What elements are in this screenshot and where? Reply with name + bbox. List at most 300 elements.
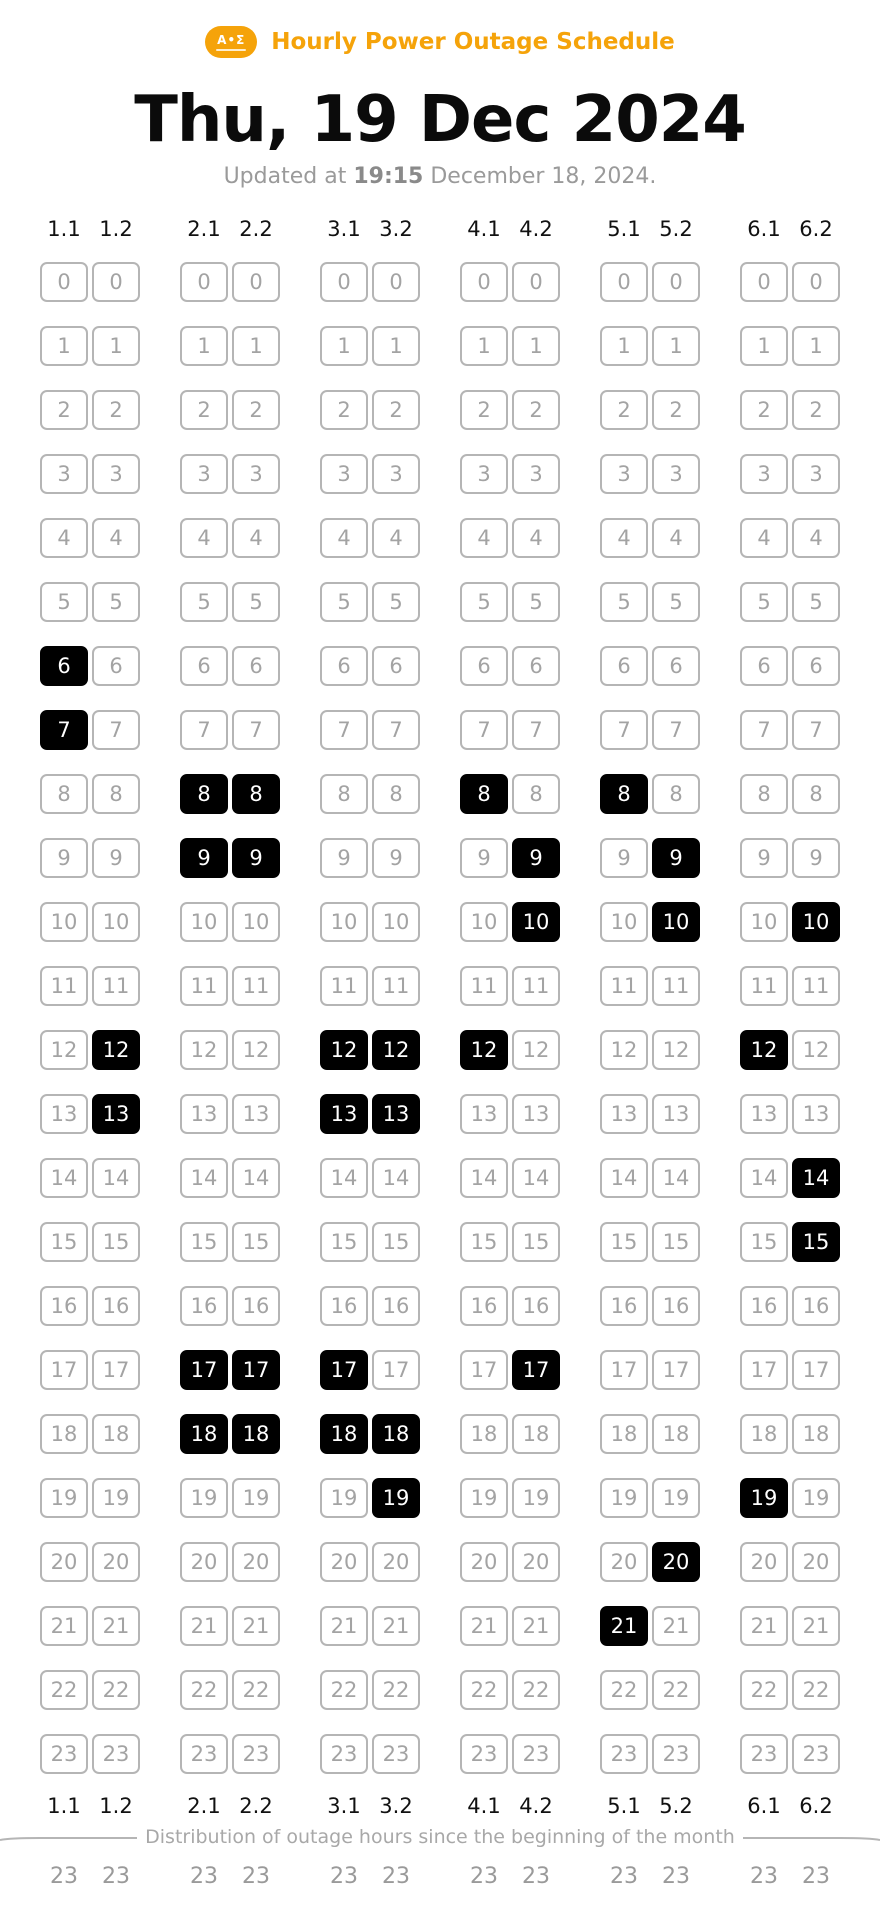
hour-cell[interactable]: 16 <box>320 1286 368 1326</box>
hour-cell[interactable]: 23 <box>40 1734 88 1774</box>
hour-cell[interactable]: 4 <box>460 518 508 558</box>
hour-cell[interactable]: 17 <box>512 1350 560 1390</box>
hour-cell[interactable]: 4 <box>372 518 420 558</box>
hour-cell[interactable]: 12 <box>92 1030 140 1070</box>
hour-cell[interactable]: 20 <box>92 1542 140 1582</box>
hour-cell[interactable]: 5 <box>652 582 700 622</box>
hour-cell[interactable]: 10 <box>600 902 648 942</box>
hour-cell[interactable]: 20 <box>600 1542 648 1582</box>
hour-cell[interactable]: 17 <box>740 1350 788 1390</box>
hour-cell[interactable]: 14 <box>320 1158 368 1198</box>
hour-cell[interactable]: 20 <box>460 1542 508 1582</box>
hour-cell[interactable]: 17 <box>92 1350 140 1390</box>
hour-cell[interactable]: 11 <box>512 966 560 1006</box>
hour-cell[interactable]: 10 <box>92 902 140 942</box>
hour-cell[interactable]: 1 <box>460 326 508 366</box>
hour-cell[interactable]: 23 <box>792 1734 840 1774</box>
group-label-bottom: 6.2 <box>799 1794 833 1818</box>
hour-cell[interactable]: 21 <box>740 1606 788 1646</box>
hour-cell[interactable]: 11 <box>460 966 508 1006</box>
hour-cell[interactable]: 14 <box>512 1158 560 1198</box>
hour-cell[interactable]: 7 <box>40 710 88 750</box>
hour-cell[interactable]: 22 <box>652 1670 700 1710</box>
hour-cell[interactable]: 3 <box>92 454 140 494</box>
hour-cell[interactable]: 11 <box>92 966 140 1006</box>
hour-cell[interactable]: 23 <box>652 1734 700 1774</box>
hour-cell[interactable]: 11 <box>180 966 228 1006</box>
hour-cell[interactable]: 20 <box>180 1542 228 1582</box>
hour-cell[interactable]: 23 <box>180 1734 228 1774</box>
hour-cell[interactable]: 3 <box>740 454 788 494</box>
hour-cell[interactable]: 0 <box>180 262 228 302</box>
hour-cell[interactable]: 1 <box>92 326 140 366</box>
hour-cell[interactable]: 5 <box>92 582 140 622</box>
hour-cell[interactable]: 21 <box>40 1606 88 1646</box>
hour-cell[interactable]: 8 <box>460 774 508 814</box>
hour-cell[interactable]: 10 <box>512 902 560 942</box>
hour-cell[interactable]: 13 <box>460 1094 508 1134</box>
hour-cell[interactable]: 23 <box>232 1734 280 1774</box>
hour-cell[interactable]: 17 <box>652 1350 700 1390</box>
hour-cell[interactable]: 12 <box>372 1030 420 1070</box>
hour-cell[interactable]: 16 <box>180 1286 228 1326</box>
hour-cell[interactable]: 22 <box>792 1670 840 1710</box>
hour-cell[interactable]: 18 <box>232 1414 280 1454</box>
hour-cell[interactable]: 8 <box>652 774 700 814</box>
hour-cell[interactable]: 0 <box>600 262 648 302</box>
hour-cell[interactable]: 6 <box>460 646 508 686</box>
hour-cell[interactable]: 8 <box>92 774 140 814</box>
hour-cell[interactable]: 18 <box>740 1414 788 1454</box>
hour-cell[interactable]: 11 <box>372 966 420 1006</box>
hour-cell[interactable]: 11 <box>40 966 88 1006</box>
hour-cell[interactable]: 4 <box>792 518 840 558</box>
hour-cell[interactable]: 22 <box>512 1670 560 1710</box>
hour-cell[interactable]: 15 <box>600 1222 648 1262</box>
hour-cell[interactable]: 1 <box>232 326 280 366</box>
hour-cell[interactable]: 17 <box>460 1350 508 1390</box>
hour-cell[interactable]: 9 <box>40 838 88 878</box>
hour-cell[interactable]: 18 <box>40 1414 88 1454</box>
hour-cell[interactable]: 4 <box>92 518 140 558</box>
hour-cell[interactable]: 8 <box>40 774 88 814</box>
hour-cell[interactable]: 2 <box>652 390 700 430</box>
hour-cell[interactable]: 1 <box>320 326 368 366</box>
hour-cell[interactable]: 0 <box>740 262 788 302</box>
hour-cell[interactable]: 3 <box>320 454 368 494</box>
hour-cell[interactable]: 16 <box>652 1286 700 1326</box>
hour-cell[interactable]: 12 <box>460 1030 508 1070</box>
hour-cell[interactable]: 23 <box>320 1734 368 1774</box>
hour-cell[interactable]: 6 <box>232 646 280 686</box>
hour-cell[interactable]: 17 <box>320 1350 368 1390</box>
hour-cell[interactable]: 9 <box>512 838 560 878</box>
hour-cell[interactable]: 11 <box>320 966 368 1006</box>
hour-cell[interactable]: 11 <box>232 966 280 1006</box>
hour-cell[interactable]: 2 <box>92 390 140 430</box>
hour-cell[interactable]: 7 <box>512 710 560 750</box>
hour-cell[interactable]: 13 <box>792 1094 840 1134</box>
hour-cell[interactable]: 19 <box>792 1478 840 1518</box>
hour-cell[interactable]: 0 <box>40 262 88 302</box>
hour-cell[interactable]: 6 <box>180 646 228 686</box>
hour-cell[interactable]: 5 <box>40 582 88 622</box>
hour-cell[interactable]: 15 <box>232 1222 280 1262</box>
hour-cell[interactable]: 8 <box>740 774 788 814</box>
hour-cell[interactable]: 8 <box>512 774 560 814</box>
hour-cell[interactable]: 4 <box>512 518 560 558</box>
hour-cell[interactable]: 23 <box>460 1734 508 1774</box>
group-label-top: 5.2 <box>659 217 693 241</box>
hour-cell[interactable]: 0 <box>792 262 840 302</box>
hour-cell[interactable]: 5 <box>320 582 368 622</box>
hour-cell[interactable]: 18 <box>792 1414 840 1454</box>
hour-cell[interactable]: 20 <box>40 1542 88 1582</box>
hour-cell[interactable]: 6 <box>740 646 788 686</box>
hour-cell[interactable]: 11 <box>652 966 700 1006</box>
hour-cell[interactable]: 16 <box>460 1286 508 1326</box>
hour-cell[interactable]: 15 <box>180 1222 228 1262</box>
hour-cell[interactable]: 3 <box>652 454 700 494</box>
hour-cell[interactable]: 20 <box>232 1542 280 1582</box>
hour-cell[interactable]: 17 <box>232 1350 280 1390</box>
hour-cell[interactable]: 9 <box>600 838 648 878</box>
hour-cell[interactable]: 7 <box>180 710 228 750</box>
hour-cell[interactable]: 1 <box>740 326 788 366</box>
hour-cell[interactable]: 4 <box>40 518 88 558</box>
hour-cell[interactable]: 14 <box>372 1158 420 1198</box>
hour-cell[interactable]: 16 <box>232 1286 280 1326</box>
hour-cell[interactable]: 19 <box>232 1478 280 1518</box>
hour-cell[interactable]: 0 <box>92 262 140 302</box>
hour-cell[interactable]: 12 <box>512 1030 560 1070</box>
hour-cell[interactable]: 1 <box>652 326 700 366</box>
outage-total: 23 <box>750 1864 778 1889</box>
hour-cell[interactable]: 16 <box>92 1286 140 1326</box>
hour-cell[interactable]: 5 <box>512 582 560 622</box>
hour-cell[interactable]: 7 <box>600 710 648 750</box>
hour-cell[interactable]: 4 <box>652 518 700 558</box>
hour-cell[interactable]: 2 <box>460 390 508 430</box>
hour-cell[interactable]: 6 <box>600 646 648 686</box>
hour-cell[interactable]: 1 <box>512 326 560 366</box>
hour-cell[interactable]: 3 <box>372 454 420 494</box>
hour-cell[interactable]: 8 <box>792 774 840 814</box>
hour-cell[interactable]: 5 <box>600 582 648 622</box>
hour-cell[interactable]: 14 <box>232 1158 280 1198</box>
hour-cell[interactable]: 11 <box>740 966 788 1006</box>
hour-cell[interactable]: 18 <box>652 1414 700 1454</box>
hour-cell[interactable]: 9 <box>92 838 140 878</box>
hour-cell[interactable]: 14 <box>180 1158 228 1198</box>
hour-cell[interactable]: 0 <box>652 262 700 302</box>
hour-cell[interactable]: 18 <box>512 1414 560 1454</box>
hour-cell[interactable]: 13 <box>652 1094 700 1134</box>
hour-cell[interactable]: 18 <box>460 1414 508 1454</box>
hour-cell[interactable]: 1 <box>792 326 840 366</box>
hour-cell[interactable]: 17 <box>372 1350 420 1390</box>
group-label-bottom: 3.2 <box>379 1794 413 1818</box>
hour-cell[interactable]: 13 <box>372 1094 420 1134</box>
hour-cell[interactable]: 15 <box>792 1222 840 1262</box>
hour-cell[interactable]: 6 <box>320 646 368 686</box>
hour-cell[interactable]: 19 <box>372 1478 420 1518</box>
hour-cell[interactable]: 15 <box>460 1222 508 1262</box>
hour-cell[interactable]: 6 <box>372 646 420 686</box>
group-label-top: 3.1 <box>327 217 361 241</box>
hour-cell[interactable]: 19 <box>40 1478 88 1518</box>
hour-cell[interactable]: 9 <box>320 838 368 878</box>
hour-cell[interactable]: 0 <box>320 262 368 302</box>
hour-cell[interactable]: 18 <box>320 1414 368 1454</box>
hour-cell[interactable]: 12 <box>180 1030 228 1070</box>
hour-cell[interactable]: 6 <box>792 646 840 686</box>
hour-cell[interactable]: 15 <box>512 1222 560 1262</box>
hour-cell[interactable]: 6 <box>40 646 88 686</box>
hour-cell[interactable]: 4 <box>320 518 368 558</box>
hour-cell[interactable]: 1 <box>372 326 420 366</box>
hour-cell[interactable]: 22 <box>92 1670 140 1710</box>
hour-cell[interactable]: 9 <box>792 838 840 878</box>
hour-cell[interactable]: 19 <box>740 1478 788 1518</box>
hour-cell[interactable]: 13 <box>512 1094 560 1134</box>
hour-cell[interactable]: 20 <box>740 1542 788 1582</box>
hour-cell[interactable]: 12 <box>600 1030 648 1070</box>
hour-cell[interactable]: 23 <box>92 1734 140 1774</box>
hour-cell[interactable]: 20 <box>512 1542 560 1582</box>
hour-cell[interactable]: 0 <box>232 262 280 302</box>
hour-cell[interactable]: 9 <box>372 838 420 878</box>
hour-cell[interactable]: 22 <box>460 1670 508 1710</box>
hour-cell[interactable]: 21 <box>92 1606 140 1646</box>
hour-cell[interactable]: 3 <box>512 454 560 494</box>
hour-cell[interactable]: 20 <box>652 1542 700 1582</box>
hour-cell[interactable]: 2 <box>792 390 840 430</box>
hour-cell[interactable]: 1 <box>600 326 648 366</box>
hour-cell[interactable]: 17 <box>600 1350 648 1390</box>
hour-cell[interactable]: 12 <box>792 1030 840 1070</box>
hour-cell[interactable]: 10 <box>460 902 508 942</box>
hour-cell[interactable]: 22 <box>372 1670 420 1710</box>
hour-cell[interactable]: 0 <box>512 262 560 302</box>
hour-cell[interactable]: 7 <box>460 710 508 750</box>
hour-cell[interactable]: 9 <box>232 838 280 878</box>
hour-cell[interactable]: 10 <box>372 902 420 942</box>
hour-cell[interactable]: 22 <box>600 1670 648 1710</box>
hour-cell[interactable]: 23 <box>372 1734 420 1774</box>
hour-cell[interactable]: 3 <box>40 454 88 494</box>
hour-cell[interactable]: 10 <box>180 902 228 942</box>
hour-cell[interactable]: 11 <box>600 966 648 1006</box>
hour-cell[interactable]: 19 <box>92 1478 140 1518</box>
hour-cell[interactable]: 5 <box>792 582 840 622</box>
hour-cell[interactable]: 21 <box>512 1606 560 1646</box>
hour-cell[interactable]: 18 <box>92 1414 140 1454</box>
hour-cell[interactable]: 20 <box>792 1542 840 1582</box>
hour-cell[interactable]: 20 <box>372 1542 420 1582</box>
hour-cell[interactable]: 16 <box>512 1286 560 1326</box>
hour-cell[interactable]: 5 <box>180 582 228 622</box>
group-label-bottom: 4.1 <box>467 1794 501 1818</box>
hour-cell[interactable]: 23 <box>600 1734 648 1774</box>
hour-cell[interactable]: 18 <box>600 1414 648 1454</box>
hour-cell[interactable]: 13 <box>180 1094 228 1134</box>
hour-cell[interactable]: 21 <box>792 1606 840 1646</box>
hour-cell[interactable]: 11 <box>792 966 840 1006</box>
hour-cell[interactable]: 0 <box>372 262 420 302</box>
hour-cell[interactable]: 7 <box>232 710 280 750</box>
hour-cell[interactable]: 1 <box>180 326 228 366</box>
group-label-top: 1.2 <box>99 217 133 241</box>
hour-cell[interactable]: 3 <box>180 454 228 494</box>
hour-cell[interactable]: 4 <box>600 518 648 558</box>
hour-cell[interactable]: 7 <box>92 710 140 750</box>
hour-cell[interactable]: 8 <box>320 774 368 814</box>
hour-cell[interactable]: 19 <box>600 1478 648 1518</box>
hour-cell[interactable]: 10 <box>740 902 788 942</box>
hour-cell[interactable]: 9 <box>740 838 788 878</box>
hour-cell[interactable]: 3 <box>792 454 840 494</box>
hour-cell[interactable]: 9 <box>180 838 228 878</box>
hour-cell[interactable]: 16 <box>740 1286 788 1326</box>
hour-cell[interactable]: 5 <box>460 582 508 622</box>
hour-cell[interactable]: 16 <box>40 1286 88 1326</box>
hour-cell[interactable]: 15 <box>320 1222 368 1262</box>
hour-cell[interactable]: 21 <box>460 1606 508 1646</box>
hour-cell[interactable]: 2 <box>180 390 228 430</box>
hour-cell[interactable]: 8 <box>372 774 420 814</box>
hour-cell[interactable]: 19 <box>512 1478 560 1518</box>
hour-cell[interactable]: 19 <box>320 1478 368 1518</box>
hour-cell[interactable]: 10 <box>792 902 840 942</box>
hour-cell[interactable]: 13 <box>92 1094 140 1134</box>
hour-cell[interactable]: 13 <box>740 1094 788 1134</box>
hour-cell[interactable]: 7 <box>372 710 420 750</box>
hour-cell[interactable]: 21 <box>652 1606 700 1646</box>
hour-cell[interactable]: 6 <box>92 646 140 686</box>
hour-cell[interactable]: 17 <box>792 1350 840 1390</box>
hour-cell[interactable]: 10 <box>232 902 280 942</box>
hour-cell[interactable]: 20 <box>320 1542 368 1582</box>
hour-cell[interactable]: 17 <box>180 1350 228 1390</box>
hour-cell[interactable]: 13 <box>40 1094 88 1134</box>
hour-cell[interactable]: 21 <box>180 1606 228 1646</box>
hour-cell[interactable]: 15 <box>652 1222 700 1262</box>
hour-cell[interactable]: 7 <box>792 710 840 750</box>
hour-cell[interactable]: 12 <box>320 1030 368 1070</box>
hour-cell[interactable]: 14 <box>92 1158 140 1198</box>
hour-cell[interactable]: 2 <box>320 390 368 430</box>
hour-cell[interactable]: 15 <box>92 1222 140 1262</box>
hour-cell[interactable]: 19 <box>460 1478 508 1518</box>
hour-cell[interactable]: 7 <box>652 710 700 750</box>
hour-cell[interactable]: 15 <box>740 1222 788 1262</box>
hour-cell[interactable]: 9 <box>460 838 508 878</box>
hour-cell[interactable]: 8 <box>180 774 228 814</box>
hour-cell[interactable]: 18 <box>372 1414 420 1454</box>
hour-cell[interactable]: 16 <box>792 1286 840 1326</box>
hour-cell[interactable]: 21 <box>320 1606 368 1646</box>
hour-cell[interactable]: 10 <box>320 902 368 942</box>
hour-cell[interactable]: 6 <box>652 646 700 686</box>
hour-cell[interactable]: 21 <box>232 1606 280 1646</box>
hour-cell[interactable]: 22 <box>740 1670 788 1710</box>
hour-cell[interactable]: 5 <box>372 582 420 622</box>
hour-cell[interactable]: 22 <box>180 1670 228 1710</box>
hour-cell[interactable]: 13 <box>320 1094 368 1134</box>
hour-cell[interactable]: 4 <box>180 518 228 558</box>
hour-cell[interactable]: 21 <box>600 1606 648 1646</box>
hour-cell[interactable]: 1 <box>40 326 88 366</box>
hour-cell[interactable]: 7 <box>320 710 368 750</box>
hour-cell[interactable]: 12 <box>740 1030 788 1070</box>
hour-cell[interactable]: 19 <box>180 1478 228 1518</box>
hour-cell[interactable]: 0 <box>460 262 508 302</box>
hour-cell[interactable]: 2 <box>740 390 788 430</box>
hour-cell[interactable]: 7 <box>740 710 788 750</box>
hour-cell[interactable]: 10 <box>40 902 88 942</box>
hour-cell[interactable]: 2 <box>600 390 648 430</box>
hour-cell[interactable]: 8 <box>232 774 280 814</box>
hour-cell[interactable]: 17 <box>40 1350 88 1390</box>
hour-cell[interactable]: 16 <box>600 1286 648 1326</box>
hour-cell[interactable]: 14 <box>740 1158 788 1198</box>
hour-cell[interactable]: 14 <box>40 1158 88 1198</box>
hour-cell[interactable]: 13 <box>600 1094 648 1134</box>
hour-cell[interactable]: 4 <box>232 518 280 558</box>
hour-cell[interactable]: 15 <box>372 1222 420 1262</box>
hour-cell[interactable]: 6 <box>512 646 560 686</box>
hour-cell[interactable]: 14 <box>792 1158 840 1198</box>
hour-cell[interactable]: 9 <box>652 838 700 878</box>
hour-cell[interactable]: 12 <box>40 1030 88 1070</box>
hour-cell[interactable]: 12 <box>232 1030 280 1070</box>
hour-cell[interactable]: 5 <box>232 582 280 622</box>
hour-cell[interactable]: 4 <box>740 518 788 558</box>
hour-cell[interactable]: 12 <box>652 1030 700 1070</box>
hour-cell[interactable]: 5 <box>740 582 788 622</box>
group-label-top: 2.1 <box>187 217 221 241</box>
group-label-bottom: 2.2 <box>239 1794 273 1818</box>
hour-cell[interactable]: 3 <box>232 454 280 494</box>
hour-cell[interactable]: 2 <box>512 390 560 430</box>
hour-cell[interactable]: 21 <box>372 1606 420 1646</box>
hour-cell[interactable]: 8 <box>600 774 648 814</box>
hour-cell[interactable]: 14 <box>460 1158 508 1198</box>
hour-cell[interactable]: 22 <box>232 1670 280 1710</box>
hour-cell[interactable]: 10 <box>652 902 700 942</box>
hour-cell[interactable]: 18 <box>180 1414 228 1454</box>
hour-cell[interactable]: 2 <box>232 390 280 430</box>
hour-cell[interactable]: 3 <box>600 454 648 494</box>
group-label-bottom: 1.2 <box>99 1794 133 1818</box>
hour-cell[interactable]: 23 <box>512 1734 560 1774</box>
hour-cell[interactable]: 14 <box>652 1158 700 1198</box>
hour-cell[interactable]: 2 <box>372 390 420 430</box>
hour-cell[interactable]: 23 <box>740 1734 788 1774</box>
hour-cell[interactable]: 15 <box>40 1222 88 1262</box>
group-label-bottom: 1.1 <box>47 1794 81 1818</box>
hour-cell[interactable]: 3 <box>460 454 508 494</box>
hour-cell[interactable]: 2 <box>40 390 88 430</box>
outage-total: 23 <box>662 1864 690 1889</box>
hour-cell[interactable]: 13 <box>232 1094 280 1134</box>
hour-cell[interactable]: 16 <box>372 1286 420 1326</box>
hour-cell[interactable]: 22 <box>40 1670 88 1710</box>
hour-cell[interactable]: 14 <box>600 1158 648 1198</box>
hour-cell[interactable]: 19 <box>652 1478 700 1518</box>
hour-cell[interactable]: 22 <box>320 1670 368 1710</box>
